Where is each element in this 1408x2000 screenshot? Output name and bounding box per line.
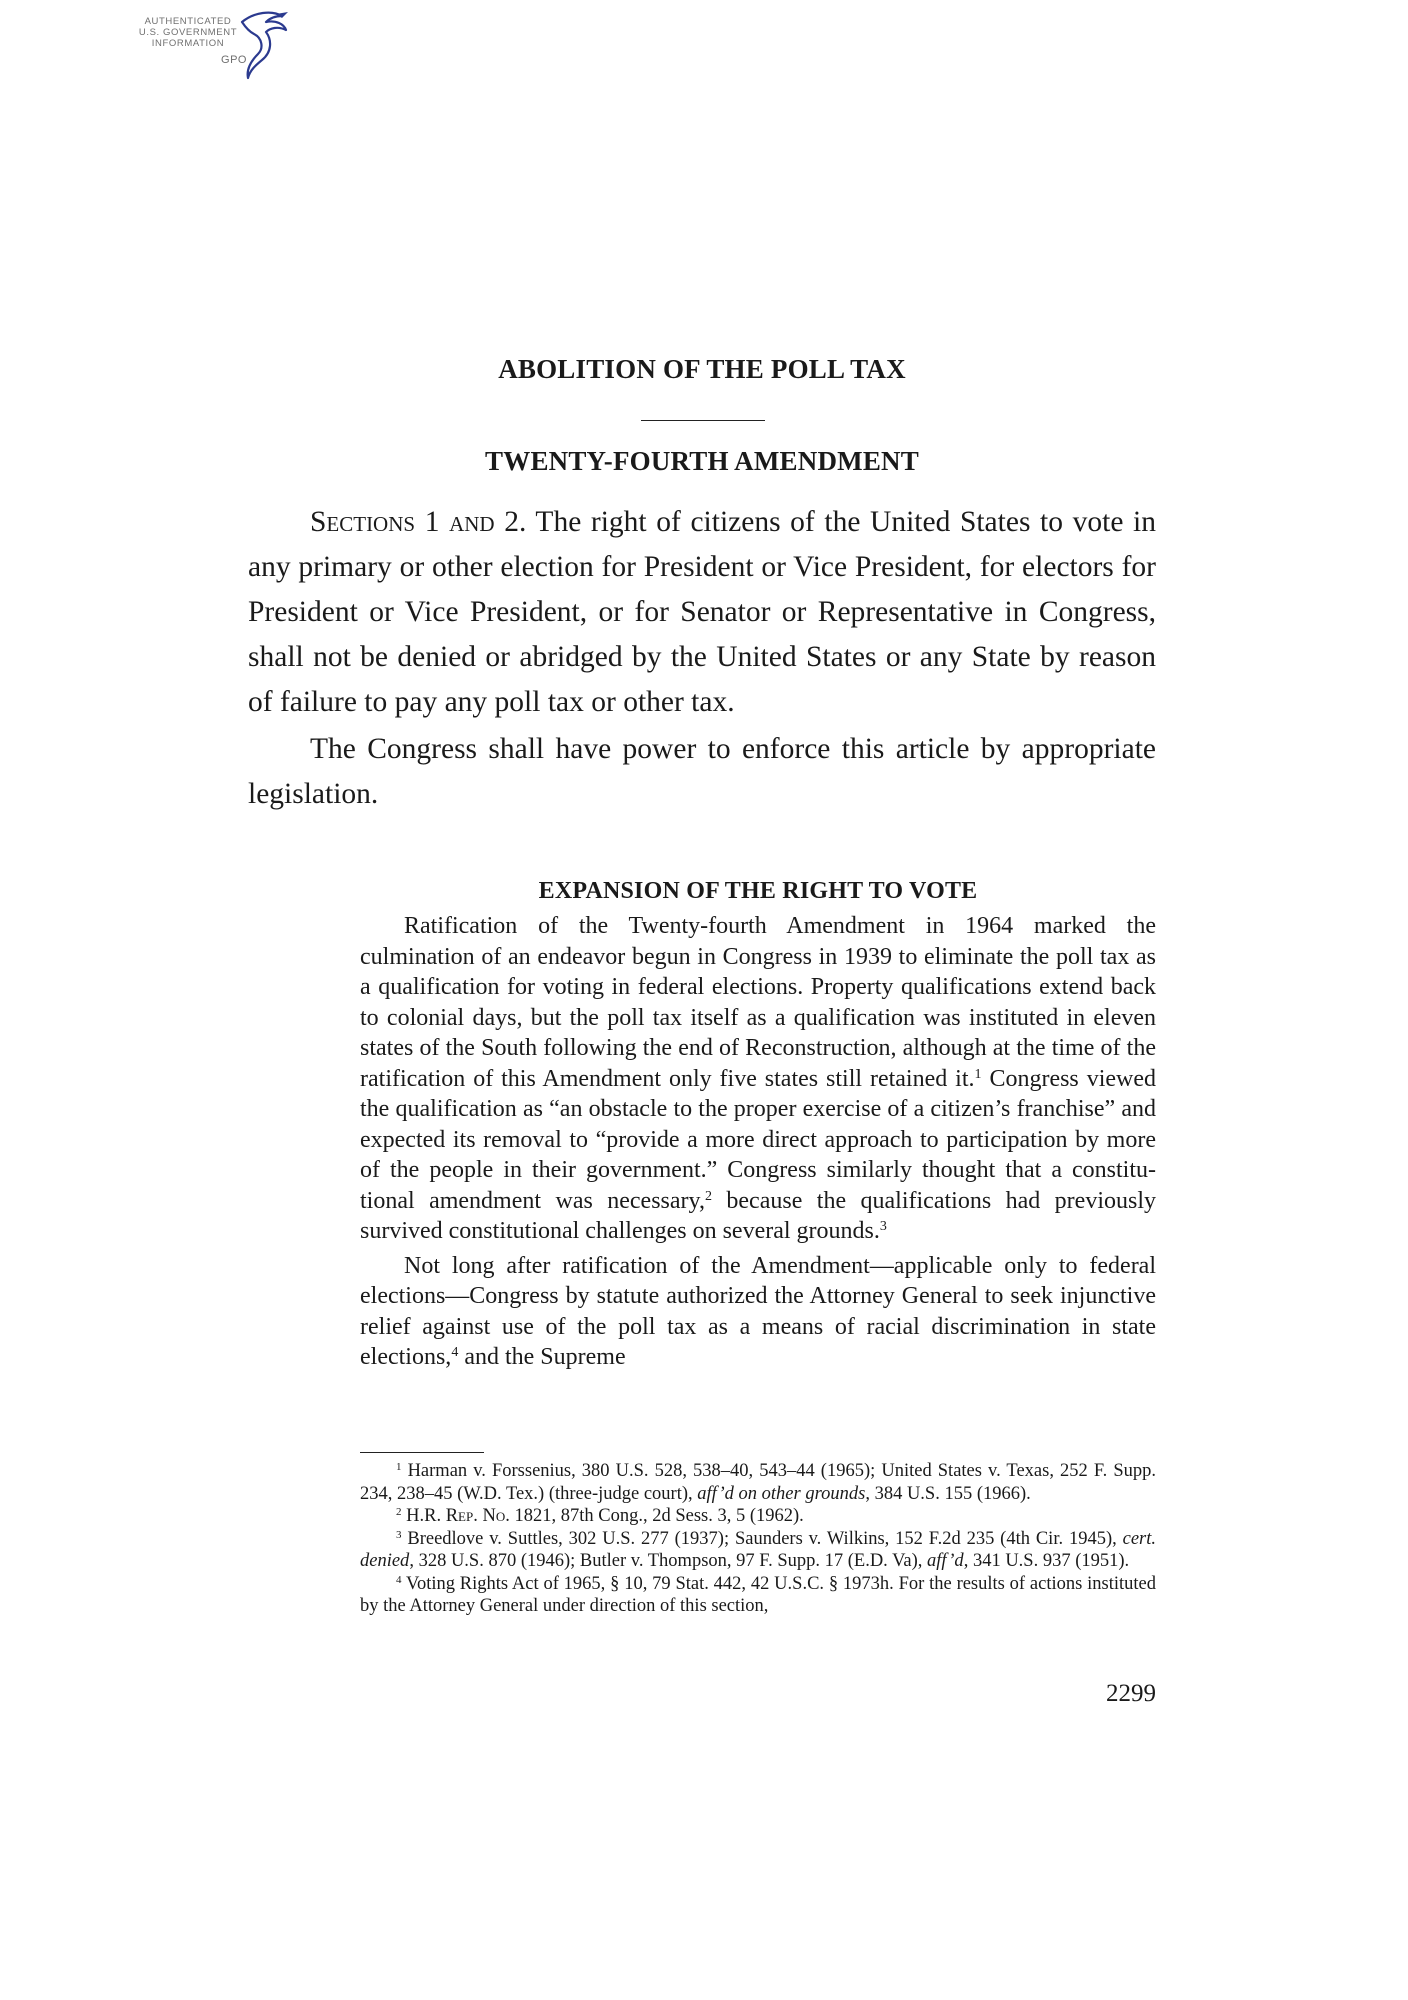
commentary (360, 878, 1156, 1377)
footnote-3 (360, 1528, 1156, 1573)
amendment-title: TWENTY-FOURTH AMENDMENT (485, 446, 919, 476)
footnote-1 (360, 1460, 1156, 1505)
footnote-divider (360, 1452, 484, 1453)
text-run: 1821, 87th Cong., 2d Sess. 3, 5 (1962). (509, 1506, 804, 1526)
italic-run: aff’d (927, 1551, 964, 1571)
text-run: , 384 U.S. 155 (1966). (865, 1483, 1031, 1504)
text-run: Voting Rights Act of 1965, § 10, 79 Stat. 442, 42 U.S.C. § 1973h. For the results of actions instituted by the Attorney General under direction of this section, (360, 1573, 1156, 1616)
page-title: ABOLITION OF THE POLL TAX (498, 354, 906, 384)
italic-run: cert. denied (360, 1528, 1156, 1571)
amendment-text (248, 500, 1156, 819)
text-run: H.R. (401, 1506, 446, 1526)
footnote-number: 3 (396, 1528, 402, 1541)
footnote-2 (360, 1505, 1156, 1528)
seal-line-3: INFORMATION (151, 38, 225, 49)
smallcaps-run: Rep. No. (445, 1506, 510, 1526)
text-run: Ratification of the Twenty-fourth Amendment in 1964 marked the culmination of an endeavor begun in Congress in 1939 to eliminate the poll tax as a qualification for voting in federal elections. Property qualifications extend back to colonial days, but the poll tax itself as a qualification was instituted in eleven states of the South following the end of Reconstruction, although at the time of the ratification of this Amendment only five states still retained it. (360, 913, 1156, 1092)
footnotes (360, 1460, 1156, 1618)
seal-gpo-label: GPO (221, 54, 247, 66)
footnote-ref-4: 4 (451, 1345, 459, 1360)
text-run: Harman v. Forssenius, 380 U.S. 528, 538–40, 543–44 (1965); United States v. Texas, 252 F. Supp. 234, 238–45 (W.D. Tex.) (three-judge court), (360, 1461, 1156, 1504)
text-run: Not long after ratification of the Amendment—applicable only to federal elections—Congress by statute authorized the Attorney General to seek injunctive relief against use of the poll tax as a means of racial discrimination in state elections, (360, 1252, 1156, 1370)
commentary-body (360, 911, 1156, 1373)
amendment-section-2: The Congress shall have power to enforce this article by appropriate legislation. (248, 733, 1156, 810)
text-run: , 341 U.S. 937 (1951). (963, 1551, 1130, 1571)
commentary-heading: EXPANSION OF THE RIGHT TO VOTE (538, 878, 978, 904)
text-run: , 328 U.S. 870 (1946); Butler v. Thompson, 97 F. Supp. 17 (E.D. Va), (409, 1551, 928, 1571)
italic-run: aff’d on other grounds (697, 1483, 866, 1504)
footnote-number: 2 (396, 1506, 402, 1518)
footnote-number: 4 (396, 1573, 402, 1586)
commentary-paragraph-1 (360, 911, 1156, 1247)
section-1-text: The right of citizens of the United States to vote in any primary or other election for President or Vice President, for electors for President or Vice President, or for Senator or Representative in Congress, shall not be denied or abridged by the United States or any State by reason of failure to pay any poll tax or other tax. (248, 506, 1156, 718)
page-number: 2299 (1106, 1680, 1156, 1707)
text-run: and the Supreme (458, 1344, 626, 1370)
heading-divider (641, 420, 765, 421)
amendment-section-1 (248, 500, 1156, 725)
footnote-ref-1: 1 (974, 1066, 982, 1082)
footnote-4 (360, 1573, 1156, 1618)
text-run: because the qualifications had previously survived constitutional challenges on several grounds. (360, 1187, 1156, 1244)
commentary-paragraph-2 (360, 1251, 1156, 1373)
seal-line-2: U.S. GOVERNMENT (138, 27, 238, 38)
footnote-ref-3: 3 (879, 1219, 887, 1234)
gpo-authentication-seal (128, 10, 298, 90)
footnote-number: 1 (396, 1461, 402, 1473)
seal-line-1: AUTHENTICATED (144, 16, 232, 27)
seal-text (128, 16, 248, 49)
text-run: Congress viewed the qualification as “an obstacle to the proper exercise of a citizen’s franchise” and expected its removal to “provide a more direct approach to participation by more of the people in their government.” Congress similarly thought that a constitutional amendment was necessary, (360, 1065, 1156, 1214)
sections-label: Sections 1 and 2. (310, 506, 527, 538)
footnote-ref-2: 2 (704, 1188, 712, 1204)
eagle-icon (236, 10, 296, 90)
text-run: Breedlove v. Suttles, 302 U.S. 277 (1937); Saunders v. Wilkins, 152 F.2d 235 (4th Cir. 1945), (401, 1528, 1123, 1549)
